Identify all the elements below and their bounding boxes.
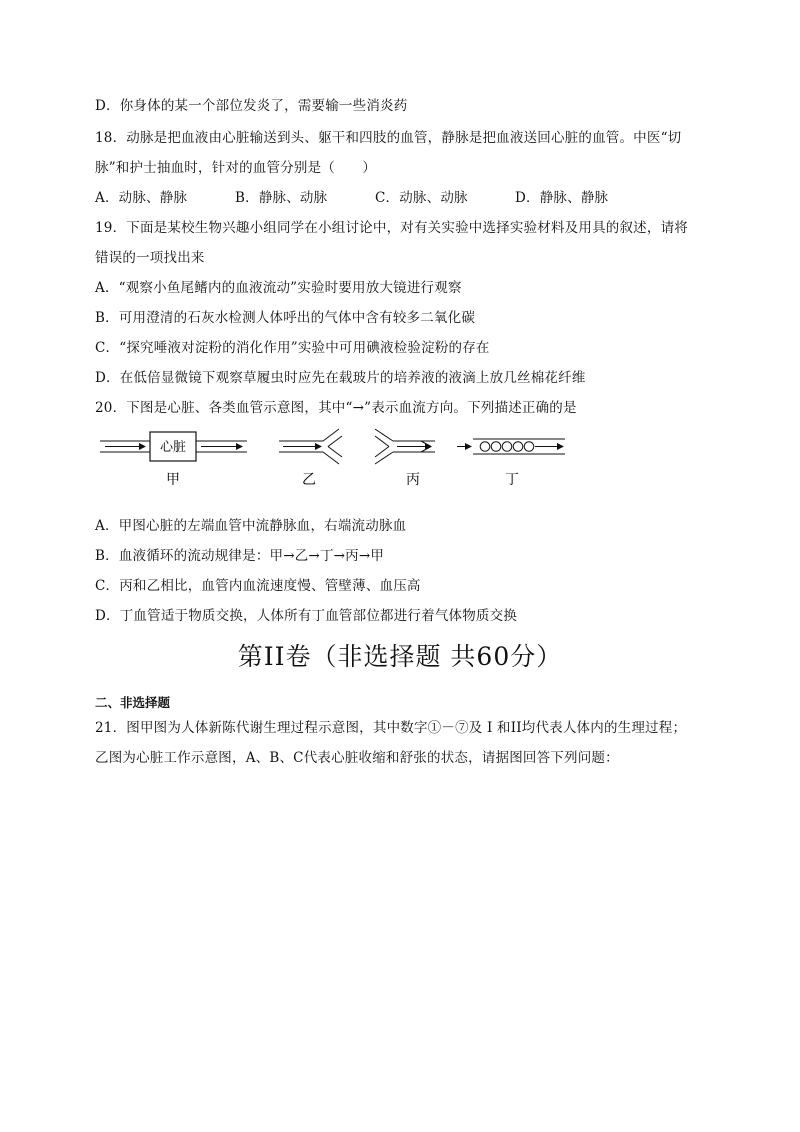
q20-option-c: C．丙和乙相比，血管内血流速度慢、管壁薄、血压高 (95, 578, 421, 594)
q20-stem: 20．下图是心脏、各类血管示意图，其中“→”表示血流方向。下列描述正确的是 (95, 400, 577, 416)
q18-stem-line1: 18．动脉是把血液由心脏输送到头、躯干和四肢的血管，静脉是把血液送回心脏的血管。中医“切 (95, 130, 682, 146)
q19-option-d: D．在低倍显微镜下观察草履虫时应先在载玻片的培养液的液滴上放几丝棉花纤维 (95, 370, 586, 386)
diagram-heart-jia (100, 432, 247, 488)
q21-stem-line1: 21．图甲图为人体新陈代谢生理过程示意图，其中数字①－⑦及 I 和II均代表人体内的生理过程； (95, 720, 687, 736)
blood-cell (513, 442, 523, 452)
q18-stem-line2: 脉”和护士抽血时，针对的血管分别是（ ） (95, 160, 377, 176)
q21-stem-line2: 乙图为心脏工作示意图，A、B、C代表心脏收缩和舒张的状态，请据图回答下列问题： (95, 750, 619, 766)
heart-vessel-diagram (95, 426, 575, 492)
q19-option-a: A．“观察小鱼尾鳍内的血液流动”实验时要用放大镜进行观察 (95, 280, 462, 296)
q19-option-c: C．“探究唾液对淀粉的消化作用”实验中可用碘液检验淀粉的存在 (95, 340, 490, 356)
label-ding: 丁 (505, 472, 519, 488)
diagram-vessel-bing (375, 429, 435, 488)
label-yi: 乙 (302, 472, 316, 488)
blood-cell (524, 442, 534, 452)
q20-option-b: B．血液循环的流动规律是：甲→乙→丁→丙→甲 (95, 548, 385, 564)
q19-option-b: B．可用澄清的石灰水检测人体呼出的气体中含有较多二氧化碳 (95, 310, 476, 326)
q19-stem-line1: 19．下面是某校生物兴趣小组同学在小组讨论中，对有关实验中选择实验材料及用具的叙述，请将 (95, 220, 688, 236)
q18-option-d: D．静脉、静脉 (515, 190, 609, 206)
label-jia: 甲 (166, 472, 180, 488)
label-bing: 丙 (406, 472, 420, 488)
blood-cell (480, 442, 490, 452)
diagram-capillary-ding (457, 439, 565, 488)
blood-cell (491, 442, 501, 452)
section-title: 第II卷（非选择题 共60分） (237, 642, 563, 671)
q18-option-a: A．动脉、静脉 (95, 190, 188, 206)
q18-options (95, 188, 608, 208)
q17-option-d: D．你身体的某一个部位发炎了，需要输一些消炎药 (95, 98, 408, 114)
heart-label: 心脏 (159, 440, 187, 455)
section-subhead: 二、非选择题 (95, 695, 171, 710)
blood-cell (502, 442, 512, 452)
q18-option-c: C．动脉、动脉 (375, 190, 468, 206)
q20-option-d: D．丁血管适于物质交换，人体所有丁血管部位都进行着气体物质交换 (95, 608, 518, 624)
q18-option-b: B．静脉、动脉 (235, 190, 328, 206)
q19-stem-line2: 错误的一项找出来 (95, 250, 205, 266)
diagram-vessel-yi (279, 429, 342, 488)
q20-option-a: A．甲图心脏的左端血管中流静脉血，右端流动脉血 (95, 518, 407, 534)
